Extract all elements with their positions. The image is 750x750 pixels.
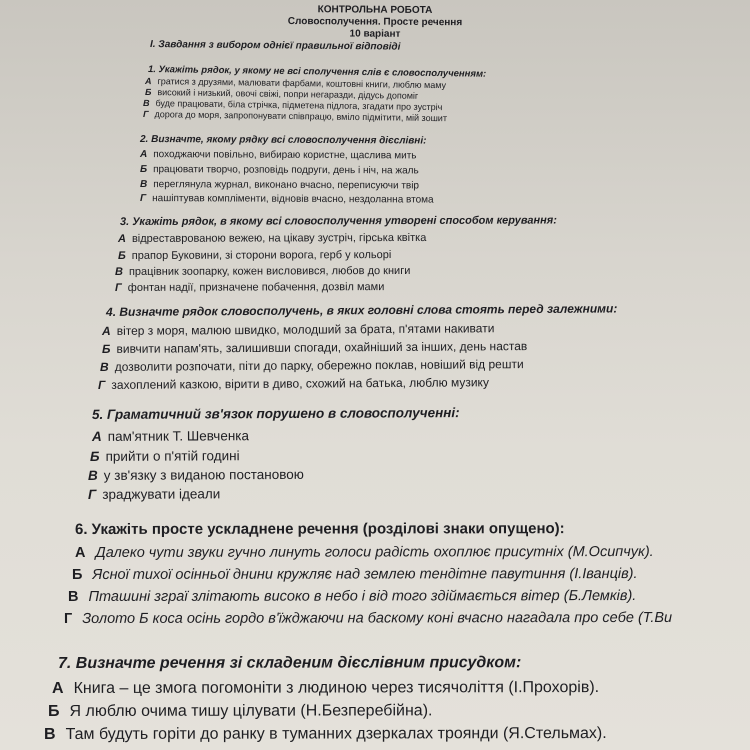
option-letter: А xyxy=(117,232,126,245)
option-text: пам'ятник Т. Шевченка xyxy=(107,428,250,444)
option-text: захоплений казкою, вірити в диво, схожий на батька, люблю музику xyxy=(111,375,489,392)
page-title: КОНТРОЛЬНА РОБОТА xyxy=(317,4,433,17)
variant-label: 10 варіант xyxy=(349,28,401,40)
option-letter: А xyxy=(101,323,111,338)
q2-option-d xyxy=(140,193,434,206)
option-letter: Б xyxy=(101,341,111,356)
option-letter: Б xyxy=(71,566,83,583)
option-text: походжаючи повільно, вибираю користне, щаслива мить xyxy=(153,149,417,162)
q6-option-b xyxy=(72,566,638,583)
option-letter: Г xyxy=(97,377,106,392)
option-text: Пташині зграї злітають високо в небо і від того здіймається вітер (Б.Лемків). xyxy=(88,588,637,605)
q5-option-b xyxy=(90,448,240,464)
option-text: дозволити розпочати, піти до парку, обережно поклав, новіший від решти xyxy=(114,357,524,374)
option-letter: Г xyxy=(114,281,122,294)
option-letter: А xyxy=(74,544,86,561)
option-letter: Б xyxy=(47,702,60,720)
option-letter: В xyxy=(43,725,56,743)
option-letter: А xyxy=(51,679,64,697)
q3-option-d xyxy=(115,281,384,294)
option-letter: Б xyxy=(144,87,152,98)
q4-option-d xyxy=(98,375,489,392)
option-text: Там будуть горіти до ранку в туманних дзеркалах троянди (Я.Стельмах). xyxy=(65,725,607,743)
option-letter: В xyxy=(99,359,109,374)
option-text: прийти о п'ятій годині xyxy=(105,448,240,464)
question-6: 6. Укажіть просте ускладнене речення (розділові знаки опущено): xyxy=(74,520,565,538)
option-text: Золото Б коса осінь гордо в'їжджаючи на баскому коні вчасно нагадала про себе (Т.Ви xyxy=(82,609,673,627)
q3-option-a xyxy=(118,232,426,245)
q5-option-d xyxy=(88,486,220,502)
q3-option-c xyxy=(115,265,410,278)
section-heading: І. Завдання з вибором однієї правильної відповіді xyxy=(149,39,401,53)
option-text: гратися з друзями, малювати фарбами, коштовні книги, люблю маму xyxy=(157,76,447,91)
q6-option-d xyxy=(64,610,672,627)
q6-option-c xyxy=(68,588,636,605)
q2-option-c xyxy=(140,179,419,191)
q4-option-c xyxy=(100,357,524,374)
option-letter: Б xyxy=(89,448,100,464)
option-text: нашіптував компліменти, відновів вчасно, нездоланна втома xyxy=(152,193,434,206)
option-text: зраджувати ідеали xyxy=(102,486,221,502)
q5-option-c xyxy=(88,467,304,483)
option-text: дорога до моря, запропонувати співпрацю, вміло підмітити, мій зошит xyxy=(154,109,448,124)
option-letter: В xyxy=(142,98,150,109)
option-text: Книга – це змога погомоніти з людиною через тисячоліття (І.Прохорів). xyxy=(73,679,600,697)
option-text: працювати творчо, розповідь подруги, день і ніч, на жаль xyxy=(153,164,419,177)
page-subtitle: Словосполучення. Просте речення xyxy=(287,16,463,29)
option-text: переглянула журнал, виконано вчасно, переписуючи твір xyxy=(153,179,420,192)
option-text: відреставрованою вежею, на цікаву зустріч, гірська квітка xyxy=(131,231,427,245)
option-letter: А xyxy=(139,149,148,161)
option-letter: Б xyxy=(139,164,148,176)
option-text: Ясної тихої осінньої днини кружляє над землею тендітне павутиння (І.Іванців). xyxy=(92,566,638,583)
option-text: працівник зоопарку, кожен висловився, любов до книги xyxy=(128,264,411,278)
option-letter: А xyxy=(144,76,152,87)
option-letter: В xyxy=(139,179,148,191)
option-text: у зв'язку з виданою постановою xyxy=(103,466,304,483)
q2-option-b xyxy=(140,164,419,176)
q4-option-b xyxy=(102,339,527,356)
option-letter: Г xyxy=(87,486,97,502)
q7-option-b xyxy=(48,702,432,721)
question-1: 1. Укажіть рядок, у якому не всі сполучення слів є словосполученням: xyxy=(147,64,487,80)
option-text: вітер з моря, малюю швидко, молодший за брата, п'ятами накивати xyxy=(116,321,495,338)
q3-option-b xyxy=(118,249,391,262)
option-letter: А xyxy=(91,428,102,444)
q4-option-a xyxy=(102,321,494,338)
option-letter: Б xyxy=(117,249,126,262)
q5-option-a xyxy=(92,428,249,444)
option-letter: Г xyxy=(139,193,147,205)
option-text: буде працювати, біла стрічка, підметена підлога, згадати про зустріч xyxy=(155,98,443,113)
option-text: Я люблю очима тишу цілувати (Н.Безперебійна). xyxy=(69,702,433,720)
q7-option-a xyxy=(52,679,599,698)
question-2: 2. Визначте, якому рядку всі словосполучення дієслівні: xyxy=(139,134,427,147)
option-letter: Г xyxy=(142,109,149,120)
option-text: високий і низький, овочі свіжі, попри негаразди, дідусь допоміг xyxy=(157,87,419,101)
q2-option-a xyxy=(140,149,417,161)
option-letter: В xyxy=(114,265,123,278)
option-letter: В xyxy=(67,588,79,605)
option-text: Далеко чути звуки гучно линуть голоси радість охоплює присутніх (М.Осипчук). xyxy=(95,543,654,561)
option-text: вивчити напам'ять, залишивши спогади, охайніший за інших, день настав xyxy=(116,339,528,356)
option-text: прапор Буковини, зі сторони ворога, герб у кольорі xyxy=(131,249,392,262)
question-4: 4. Визначте рядок словосполучень, в яких головні слова стоять перед залежними: xyxy=(105,301,618,319)
option-letter: В xyxy=(87,467,98,483)
question-7: 7. Визначте речення зі складеним дієслівним присудком: xyxy=(57,654,522,672)
q7-option-c xyxy=(44,725,607,744)
option-text: фонтан надії, призначене побачення, дозвіл мами xyxy=(127,281,385,294)
question-5: 5. Граматичний зв'язок порушено в словосполученні: xyxy=(91,405,460,422)
q6-option-a xyxy=(75,544,654,561)
option-letter: Г xyxy=(63,610,73,627)
question-3: 3. Укажіть рядок, в якому всі словосполучення утворені способом керування: xyxy=(119,214,557,228)
